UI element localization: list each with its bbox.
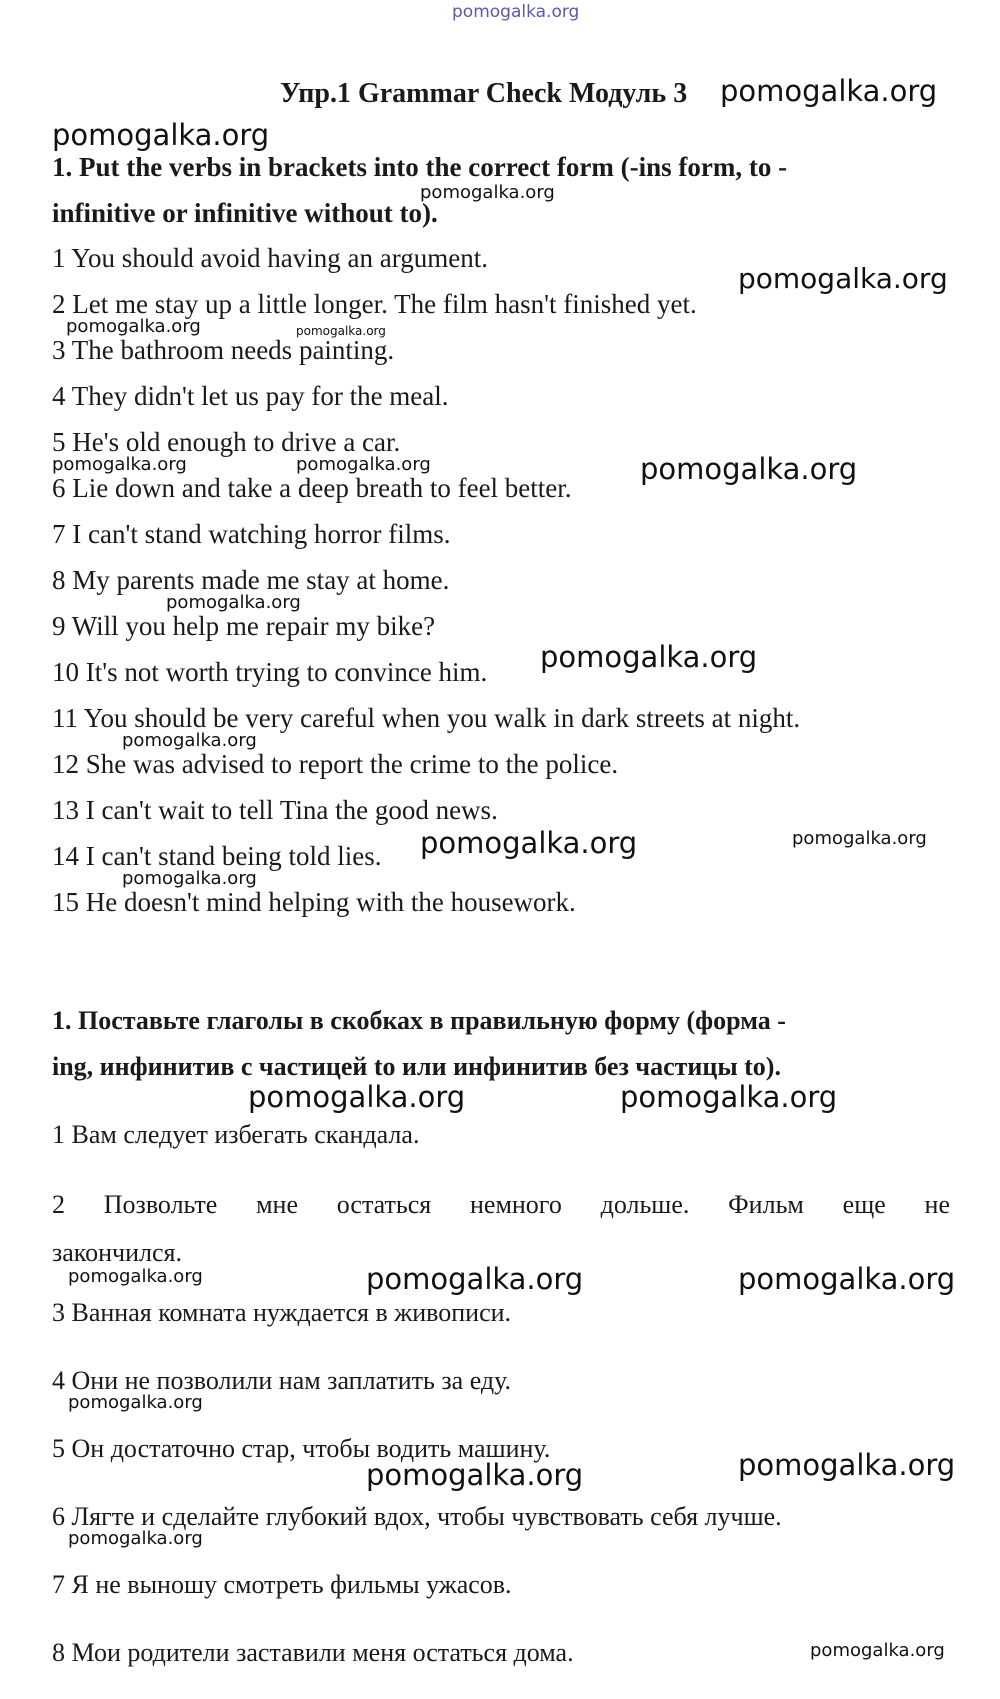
watermark: pomogalka.org [640,452,858,486]
ru-item-2-line-2: закончился. [52,1238,182,1267]
watermark: pomogalka.org [420,826,638,860]
en-item: 9 Will you help me repair my bike? [52,611,436,641]
watermark: pomogalka.org [420,182,555,203]
watermark: pomogalka.org [720,74,938,108]
en-item: 14 I can't stand being told lies. [52,841,382,871]
en-heading-line-2: infinitive or infinitive without to). [52,198,438,228]
word: 2 [52,1190,65,1219]
ru-heading-line-2: ing, инфинитив с частицей to или инфинитив без частицы to). [52,1052,781,1081]
word: не [924,1190,950,1219]
en-item: 3 The bathroom needs painting. [52,335,395,365]
ru-item-4: 4 Они не позволили нам заплатить за еду. [52,1366,512,1395]
ru-item-7: 7 Я не выношу смотреть фильмы ужасов. [52,1570,512,1599]
ru-item-5: 5 Он достаточно стар, чтобы водить машину. [52,1434,551,1463]
watermark: pomogalka.org [366,1262,584,1296]
en-item: 1 You should avoid having an argument. [52,243,488,273]
ru-item-1: 1 Вам следует избегать скандала. [52,1120,420,1149]
ru-heading-line-1: 1. Поставьте глаголы в скобках в правильную форму (форма - [52,1006,786,1035]
watermark: pomogalka.org [52,118,270,152]
watermark: pomogalka.org [166,592,301,613]
watermark: pomogalka.org [792,828,927,849]
watermark-top: pomogalka.org [452,2,580,22]
watermark: pomogalka.org [122,868,257,889]
watermark: pomogalka.org [66,316,201,337]
watermark: pomogalka.org [620,1080,838,1114]
watermark: pomogalka.org [296,454,431,475]
en-item: 5 He's old enough to drive a car. [52,427,401,457]
en-item: 12 She was advised to report the crime to the police. [52,749,619,779]
en-item: 13 I can't wait to tell Tina the good news. [52,795,498,825]
word: Позвольте [103,1190,218,1219]
word: мне [256,1190,298,1219]
watermark: pomogalka.org [296,324,386,338]
word: немного [469,1190,562,1219]
en-item: 10 It's not worth trying to convince him. [52,657,488,687]
word: еще [842,1190,886,1219]
watermark: pomogalka.org [810,1640,945,1661]
ru-item-6: 6 Лягте и сделайте глубокий вдох, чтобы чувствовать себя лучше. [52,1502,782,1531]
watermark: pomogalka.org [366,1458,584,1492]
watermark: pomogalka.org [52,454,187,475]
word: Фильм [728,1190,804,1219]
ru-item-8: 8 Мои родители заставили меня остаться дома. [52,1638,574,1667]
word: остаться [336,1190,432,1219]
watermark: pomogalka.org [68,1528,203,1549]
watermark: pomogalka.org [738,1448,956,1482]
en-item: 2 Let me stay up a little longer. The film hasn't finished yet. [52,289,697,319]
watermark: pomogalka.org [248,1080,466,1114]
watermark: pomogalka.org [540,640,758,674]
ru-item-2-line-1 [52,1190,950,1220]
watermark: pomogalka.org [68,1266,203,1287]
en-item: 6 Lie down and take a deep breath to feel better. [52,473,572,503]
en-item: 7 I can't stand watching horror films. [52,519,451,549]
ru-item-3: 3 Ванная комната нуждается в живописи. [52,1298,512,1327]
en-item: 4 They didn't let us pay for the meal. [52,381,449,411]
watermark: pomogalka.org [738,262,948,295]
watermark: pomogalka.org [738,1262,956,1296]
watermark: pomogalka.org [122,730,257,751]
en-item: 8 My parents made me stay at home. [52,565,450,595]
word: дольше. [600,1190,690,1219]
page-title: Упр.1 Grammar Check Модуль 3 [280,78,688,109]
en-item: 15 He doesn't mind helping with the housework. [52,887,576,917]
watermark: pomogalka.org [68,1392,203,1413]
en-item: 11 You should be very careful when you walk in dark streets at night. [52,703,801,733]
en-heading-line-1: 1. Put the verbs in brackets into the correct form (-ins form, to - [52,152,788,182]
